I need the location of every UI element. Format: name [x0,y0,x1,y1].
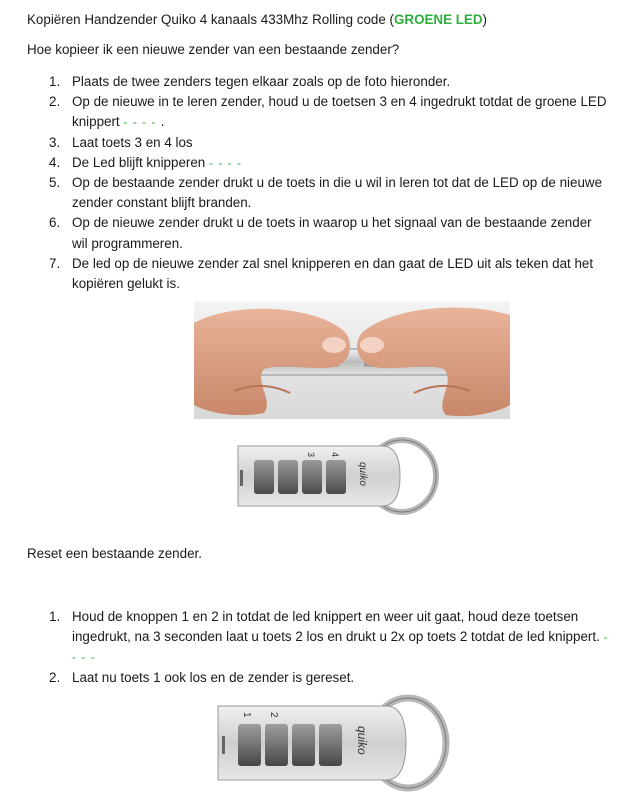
step-text: Laat nu toets 1 ook los en de zender is gereset. [72,669,355,685]
brand-logo: quiko [355,726,369,755]
step-text: Laat toets 3 en 4 los [72,134,193,150]
list-item [27,92,607,132]
list-item [27,668,617,688]
hands-remotes-photo [194,301,510,419]
reset-section-title: Reset een bestaande zender. [27,546,202,561]
reset-steps-list [27,607,617,688]
step-number: 3. [49,134,61,150]
remote-keys-1-2-image [212,692,452,794]
blink-dash: - - - - [123,115,161,130]
key-label-2: 2 [268,712,279,718]
list-item [27,133,607,153]
step-number: 6. [49,215,61,231]
title-highlight: GROENE LED [393,12,483,27]
step-text: Op de nieuwe zender drukt u de toets in waarop u het signaal van de bestaande zender wil programmeren. [72,215,592,251]
step-number: 4. [49,154,61,170]
list-item [27,173,607,213]
step-text: Plaats de twee zenders tegen elkaar zoals op de foto hieronder. [72,74,451,89]
step-number: 2. [49,94,61,110]
step-text: Op de bestaande zender drukt u de toets in die u wil in leren tot dat de LED op de nieuwe zender constant blijft branden. [72,175,603,211]
brand-logo: quiko [357,462,368,486]
list-item [27,72,607,92]
step-number: 7. [49,255,61,271]
remote-keys-3-4-image [232,434,442,518]
title-end: ) [482,12,487,27]
blink-dash: - - - - [208,155,242,170]
key-label-3: 3 [306,452,316,458]
step-end: . [160,114,165,130]
step-text: De Led blijft knipperen [72,154,206,170]
title-text: Kopiëren Handzender Quiko 4 kanaals 433Mhz Rolling code ( [27,12,394,27]
copy-question: Hoe kopieer ik een nieuwe zender van een bestaande zender? [27,42,400,57]
step-number: 1. [49,74,61,89]
list-item [27,254,607,294]
key-label-4: 4 [330,452,340,458]
step-number: 2. [49,669,61,685]
step-number: 5. [49,175,61,191]
key-label-1: 1 [241,712,252,718]
list-item [27,213,607,253]
copy-steps-list [27,72,607,294]
list-item [27,607,617,668]
list-item [27,153,607,173]
blink-dash: - - - - [72,630,609,665]
document-title [27,12,487,27]
step-text: De led op de nieuwe zender zal snel knipperen en dan gaat de LED uit als teken dat het kopiëren gelukt is. [72,255,594,292]
step-number: 1. [49,609,61,624]
step-text: Op de nieuwe in te leren zender, houd u de toetsen 3 en 4 ingedrukt totdat de groene LED knippert [72,94,607,130]
step-text: Houd de knoppen 1 en 2 in totdat de led knippert en weer uit gaat, houd deze toetsen ingedrukt, na 3 seconden laat u toets 2 los en drukt u 2x op toets 2 totdat de led knippert. [72,609,600,645]
